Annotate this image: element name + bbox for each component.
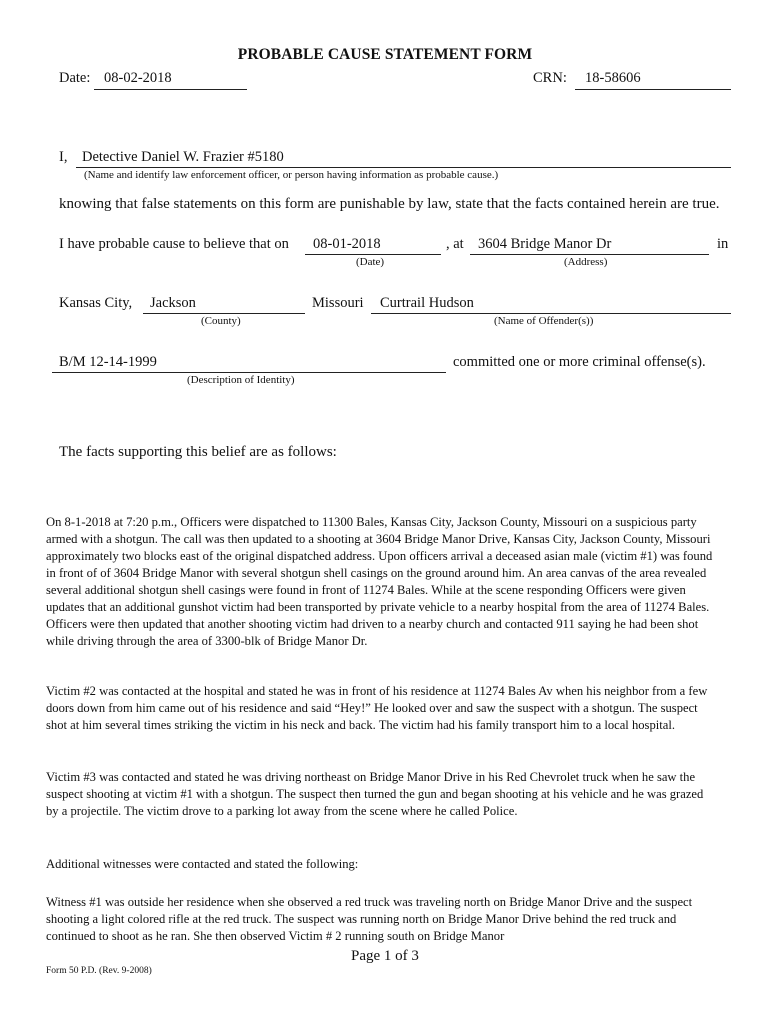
offender-caption: (Name of Offender(s)) xyxy=(494,315,594,327)
county-value: Jackson xyxy=(150,295,196,311)
facts-label: The facts supporting this belief are as follows: xyxy=(59,444,337,460)
county-caption: (County) xyxy=(201,315,241,327)
narrative-paragraph-1: On 8-1-2018 at 7:20 p.m., Officers were dispatched to 11300 Bales, Kansas City, Jackson County, Missouri on a suspicious party armed with a shotgun. The call was then updated to a shooting at 3604 Bridge Manor Drive, Kansas City, Jackson County, Missouri approximately two blocks east of the original dispatched address. Upon officers arrival a deceased asian male (victim #1) was found in front of of 3604 Bridge Manor with several shotgun shell casings on the ground around him. An area canvas of the area revealed several additional shotgun shell casings were found in front of 11274 Bales. While at the scene responding Officers were given updates that an additional gunshot victim had been transported by private vehicle to a nearby hospital from the area of 11274 Bales. Officers were then updated that another shooting victim had driven to a nearby church and contacted 911 saying he had been shot while driving through the area of 3300-blk of Bridge Manor Dr. xyxy=(46,515,713,648)
offender-value: Curtrail Hudson xyxy=(380,295,474,311)
crn-label: CRN: xyxy=(533,70,567,86)
date-underline xyxy=(94,89,247,90)
page-number: Page 1 of 3 xyxy=(351,948,419,964)
date-value: 08-02-2018 xyxy=(104,70,172,86)
form-title: PROBABLE CAUSE STATEMENT FORM xyxy=(237,46,533,63)
county-underline xyxy=(143,313,305,314)
incident-date-value: 08-01-2018 xyxy=(313,236,381,252)
date-caption: (Date) xyxy=(356,256,385,268)
crn-value: 18-58606 xyxy=(585,70,641,86)
i-label: I, xyxy=(59,149,68,165)
form-number: Form 50 P.D. (Rev. 9-2008) xyxy=(46,966,152,976)
identity-underline xyxy=(52,372,446,373)
address-caption: (Address) xyxy=(564,256,608,268)
date-label: Date: xyxy=(59,70,91,86)
incident-date-underline xyxy=(305,254,441,255)
knowing-statement: knowing that false statements on this form are punishable by law, state that the facts contained herein are true. xyxy=(59,196,720,212)
narrative-paragraph-5: Witness #1 was outside her residence when she observed a red truck was traveling north on Bridge Manor Drive and the suspect shooting a light colored rifle at the red truck. The suspect was running north on Bridge Manor Drive behind the red truck and continued to shoot as he ran. She then observed Victim # 2 running south on Bridge Manor xyxy=(46,895,693,943)
in-label: in xyxy=(717,236,729,252)
offender-underline xyxy=(371,313,731,314)
identity-value: B/M 12-14-1999 xyxy=(59,354,157,370)
officer-caption: (Name and identify law enforcement officer, or person having information as probable cause.) xyxy=(84,169,499,181)
city-label: Kansas City, xyxy=(59,295,133,311)
address-value: 3604 Bridge Manor Dr xyxy=(478,236,612,252)
identity-caption: (Description of Identity) xyxy=(187,374,295,386)
at-label: , at xyxy=(446,236,464,252)
state-label: Missouri xyxy=(312,295,364,311)
committed-text: committed one or more criminal offense(s). xyxy=(453,354,706,370)
narrative-paragraph-2: Victim #2 was contacted at the hospital and stated he was in front of his residence at 11274 Bales Av when his neighbor from a few doors down from him came out of his residence and said “Hey!” He looked over and saw the suspect with a shotgun. The suspect shot at him several times striking the victim in his neck and back. The victim had his family transport him to a local hospital. xyxy=(46,684,708,732)
narrative-paragraph-3: Victim #3 was contacted and stated he was driving northeast on Bridge Manor Drive in his Red Chevrolet truck when he saw the suspect shooting at victim #1 with a shotgun. The suspect then turned the gun and began shooting at his vehicle and he was grazed by a projectile. The victim drove to a parking lot away from the scene where he called Police. xyxy=(46,770,704,818)
officer-value: Detective Daniel W. Frazier #5180 xyxy=(82,149,284,165)
crn-underline xyxy=(575,89,731,90)
believe-label: I have probable cause to believe that on xyxy=(59,236,289,252)
address-underline xyxy=(470,254,709,255)
officer-underline xyxy=(76,167,731,168)
narrative-paragraph-4: Additional witnesses were contacted and stated the following: xyxy=(46,857,359,871)
